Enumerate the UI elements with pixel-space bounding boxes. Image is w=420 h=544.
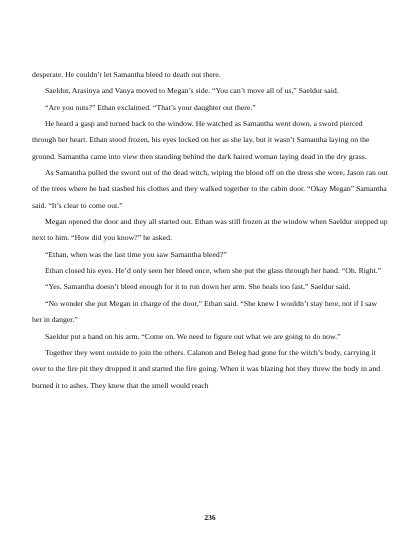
- paragraph: desperate. He couldn’t let Samantha bleed to death out there.: [32, 70, 221, 79]
- paragraph: “Yes. Samantha doesn’t bleed enough for it to run down her arm. She heals too fast,” Saeldur said.: [45, 282, 351, 292]
- paragraph: Ethan closed his eyes. He’d only seen her bleed once, when she put the glass through her hand. “Oh. Right.”: [45, 266, 382, 276]
- page-number: 236: [204, 513, 216, 522]
- paragraph: Megan opened the door and they all started out. Ethan was still frozen at the window when Saeldur stepped up next to him. “How did you know?” he asked.: [32, 217, 388, 243]
- paragraph: He heard a gasp and turned back to the window. He watched as Samantha went down, a sword pierced through her heart. Ethan stood frozen, his eyes locked on her as she lay, but it wasn’t Samantha laying on the ground. Samantha came into view then standing behind the dark haired woman laying dead in the dry grass.: [32, 119, 370, 161]
- paragraph: Saeldur put a hand on his arm. “Come on. We need to figure out what we are going to do now.”: [45, 331, 341, 341]
- paragraph: “Are you nuts?” Ethan exclaimed. “That’s your daughter out there.”: [45, 102, 256, 112]
- paragraph: As Samantha pulled the sword out of the dead witch, wiping the blood off on the dress she wore, Jason ran out of the trees where he had stashed his clothes and they walked together to the cabin door. “Okay Megan” Samantha said. “It’s clear to come out.”: [32, 168, 388, 210]
- paragraph: Saeldur, Arasinya and Vanya moved to Megan’s side. “You can’t move all of us,” Saeldur said.: [45, 86, 339, 96]
- body-text: [32, 67, 388, 394]
- paragraph: “Ethan, when was the last time you saw Samantha bleed?”: [45, 249, 227, 259]
- paragraph: “No wonder she put Megan in charge of the door,” Ethan said. “She knew I wouldn’t stay here, not if I saw her in danger.”: [32, 298, 378, 325]
- paragraph: Together they went outside to join the others. Calanon and Beleg had gone for the witch’s body, carrying it over to the fire pit they dropped it and started the fire going. When it was blazing hot they threw the body in and burned it to ashes. They knew that the smell would reach: [32, 347, 381, 390]
